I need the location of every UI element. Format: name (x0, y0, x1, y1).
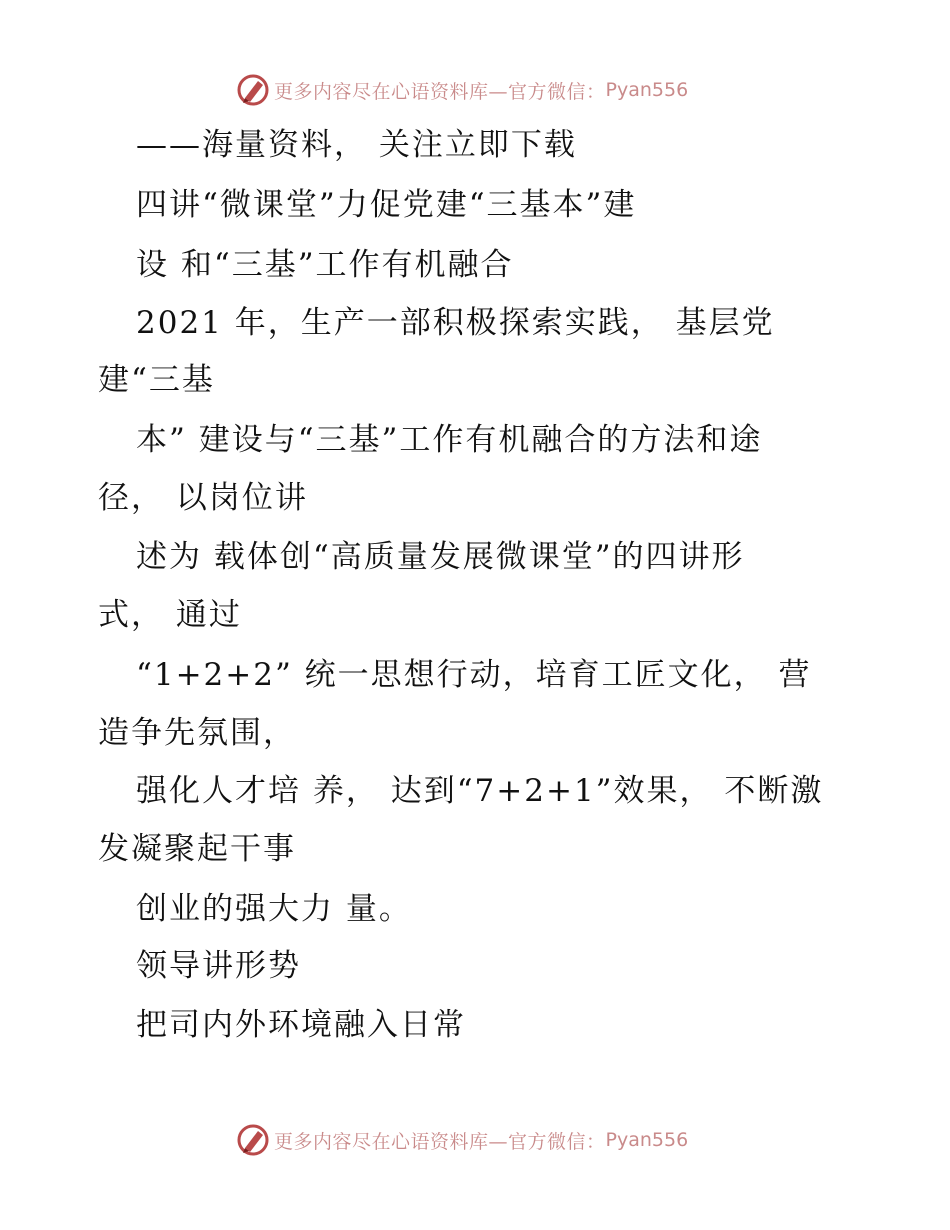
text-line: 述为 载体创“高质量发展微课堂”的四讲形 (136, 539, 745, 575)
banner-text: 更多内容尽在心语资料库—官方微信： (274, 80, 606, 103)
text-line: 领导讲形势 (136, 948, 301, 984)
text-line: ——海量资料， 关注立即下载 (136, 127, 577, 163)
footer-watermark-banner (236, 1122, 688, 1158)
text-line: 把司内外环境融入日常 (136, 1007, 466, 1043)
wechat-id: Pyan556 (605, 79, 689, 101)
text-line: 造争先氛围， (98, 715, 296, 751)
text-line: 发凝聚起干事 (98, 831, 296, 867)
text-line: 建“三基 (98, 362, 215, 398)
text-line: 径， 以岗位讲 (98, 480, 308, 516)
wechat-id: Pyan556 (605, 1129, 689, 1151)
text-line: 式， 通过 (98, 597, 242, 633)
text-line: 四讲“微课堂”力促党建“三基本”建 (136, 187, 637, 223)
header-watermark-banner (236, 72, 688, 108)
text-line: 强化人才培 养， 达到“7+2+1”效果， 不断激 (136, 773, 824, 809)
text-line: 2021 年，生产一部积极探索实践， 基层党 (136, 305, 775, 341)
text-line: 本” 建设与“三基”工作有机融合的方法和途 (136, 422, 763, 458)
text-line: 设 和“三基”工作有机融合 (136, 247, 514, 283)
text-line: “1+2+2” 统一思想行动，培育工匠文化， 营 (136, 657, 812, 693)
banner-text: 更多内容尽在心语资料库—官方微信： (274, 1130, 606, 1153)
text-line: 创业的强大力 量。 (136, 891, 412, 927)
pen-nib-logo-icon (236, 73, 270, 107)
pen-nib-logo-icon (236, 1123, 270, 1157)
